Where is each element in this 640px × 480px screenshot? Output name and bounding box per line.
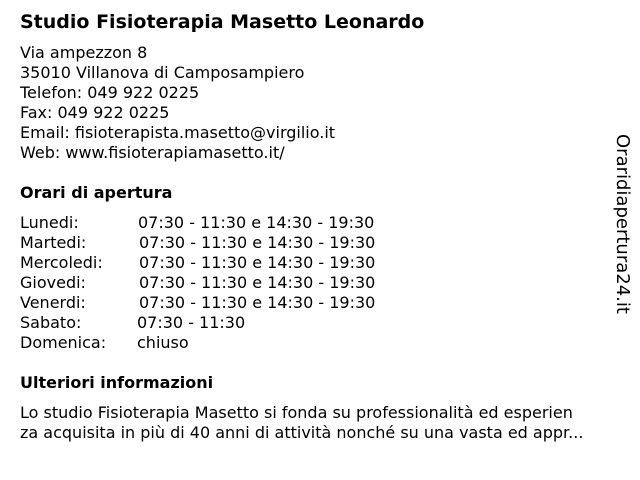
hours-row-saturday (20, 313, 440, 333)
opening-hours-heading: Orari di apertura (20, 183, 173, 202)
site-watermark: Oraridiapertura24.it (612, 134, 633, 314)
day-label: Mercoledi: (20, 253, 103, 272)
day-label: Sabato: (20, 313, 82, 332)
email-address: Email: fisioterapista.masetto@virgilio.it (20, 123, 336, 142)
hours-row-wednesday (20, 253, 440, 273)
hours-row-sunday (20, 333, 440, 353)
day-hours: 07:30 - 11:30 e 14:30 - 19:30 (138, 213, 375, 232)
hours-row-friday (20, 293, 440, 313)
day-label: Giovedi: (20, 273, 86, 292)
day-label: Martedi: (20, 233, 87, 252)
day-label: Venerdi: (20, 293, 86, 312)
contact-block (20, 43, 335, 163)
hours-row-monday (20, 213, 440, 233)
hours-row-tuesday (20, 233, 440, 253)
day-hours: 07:30 - 11:30 e 14:30 - 19:30 (139, 253, 376, 272)
day-label: Lunedi: (20, 213, 79, 232)
hours-row-thursday (20, 273, 440, 293)
day-hours: 07:30 - 11:30 (137, 313, 246, 332)
fax-number: Fax: 049 922 0225 (20, 103, 170, 122)
address-street: Via ampezzon 8 (20, 43, 148, 62)
day-hours: chiuso (137, 333, 189, 352)
further-info-line-1: Lo studio Fisioterapia Masetto si fonda su professionalità ed esperien (20, 403, 573, 422)
opening-hours-table (20, 213, 440, 353)
further-info-heading: Ulteriori informazioni (20, 373, 214, 392)
address-city: 35010 Villanova di Camposampiero (20, 63, 305, 82)
website-link: Web: www.fisioterapiamasetto.it/ (20, 143, 285, 162)
further-info-text (20, 403, 632, 443)
further-info-line-2: za acquisita in più di 40 anni di attività nonché su una vasta ed appr... (20, 423, 584, 442)
page-title: Studio Fisioterapia Masetto Leonardo (20, 11, 425, 33)
day-hours: 07:30 - 11:30 e 14:30 - 19:30 (139, 233, 376, 252)
phone-number: Telefon: 049 922 0225 (20, 83, 200, 102)
day-label: Domenica: (20, 333, 107, 352)
day-hours: 07:30 - 11:30 e 14:30 - 19:30 (139, 293, 376, 312)
day-hours: 07:30 - 11:30 e 14:30 - 19:30 (139, 273, 376, 292)
